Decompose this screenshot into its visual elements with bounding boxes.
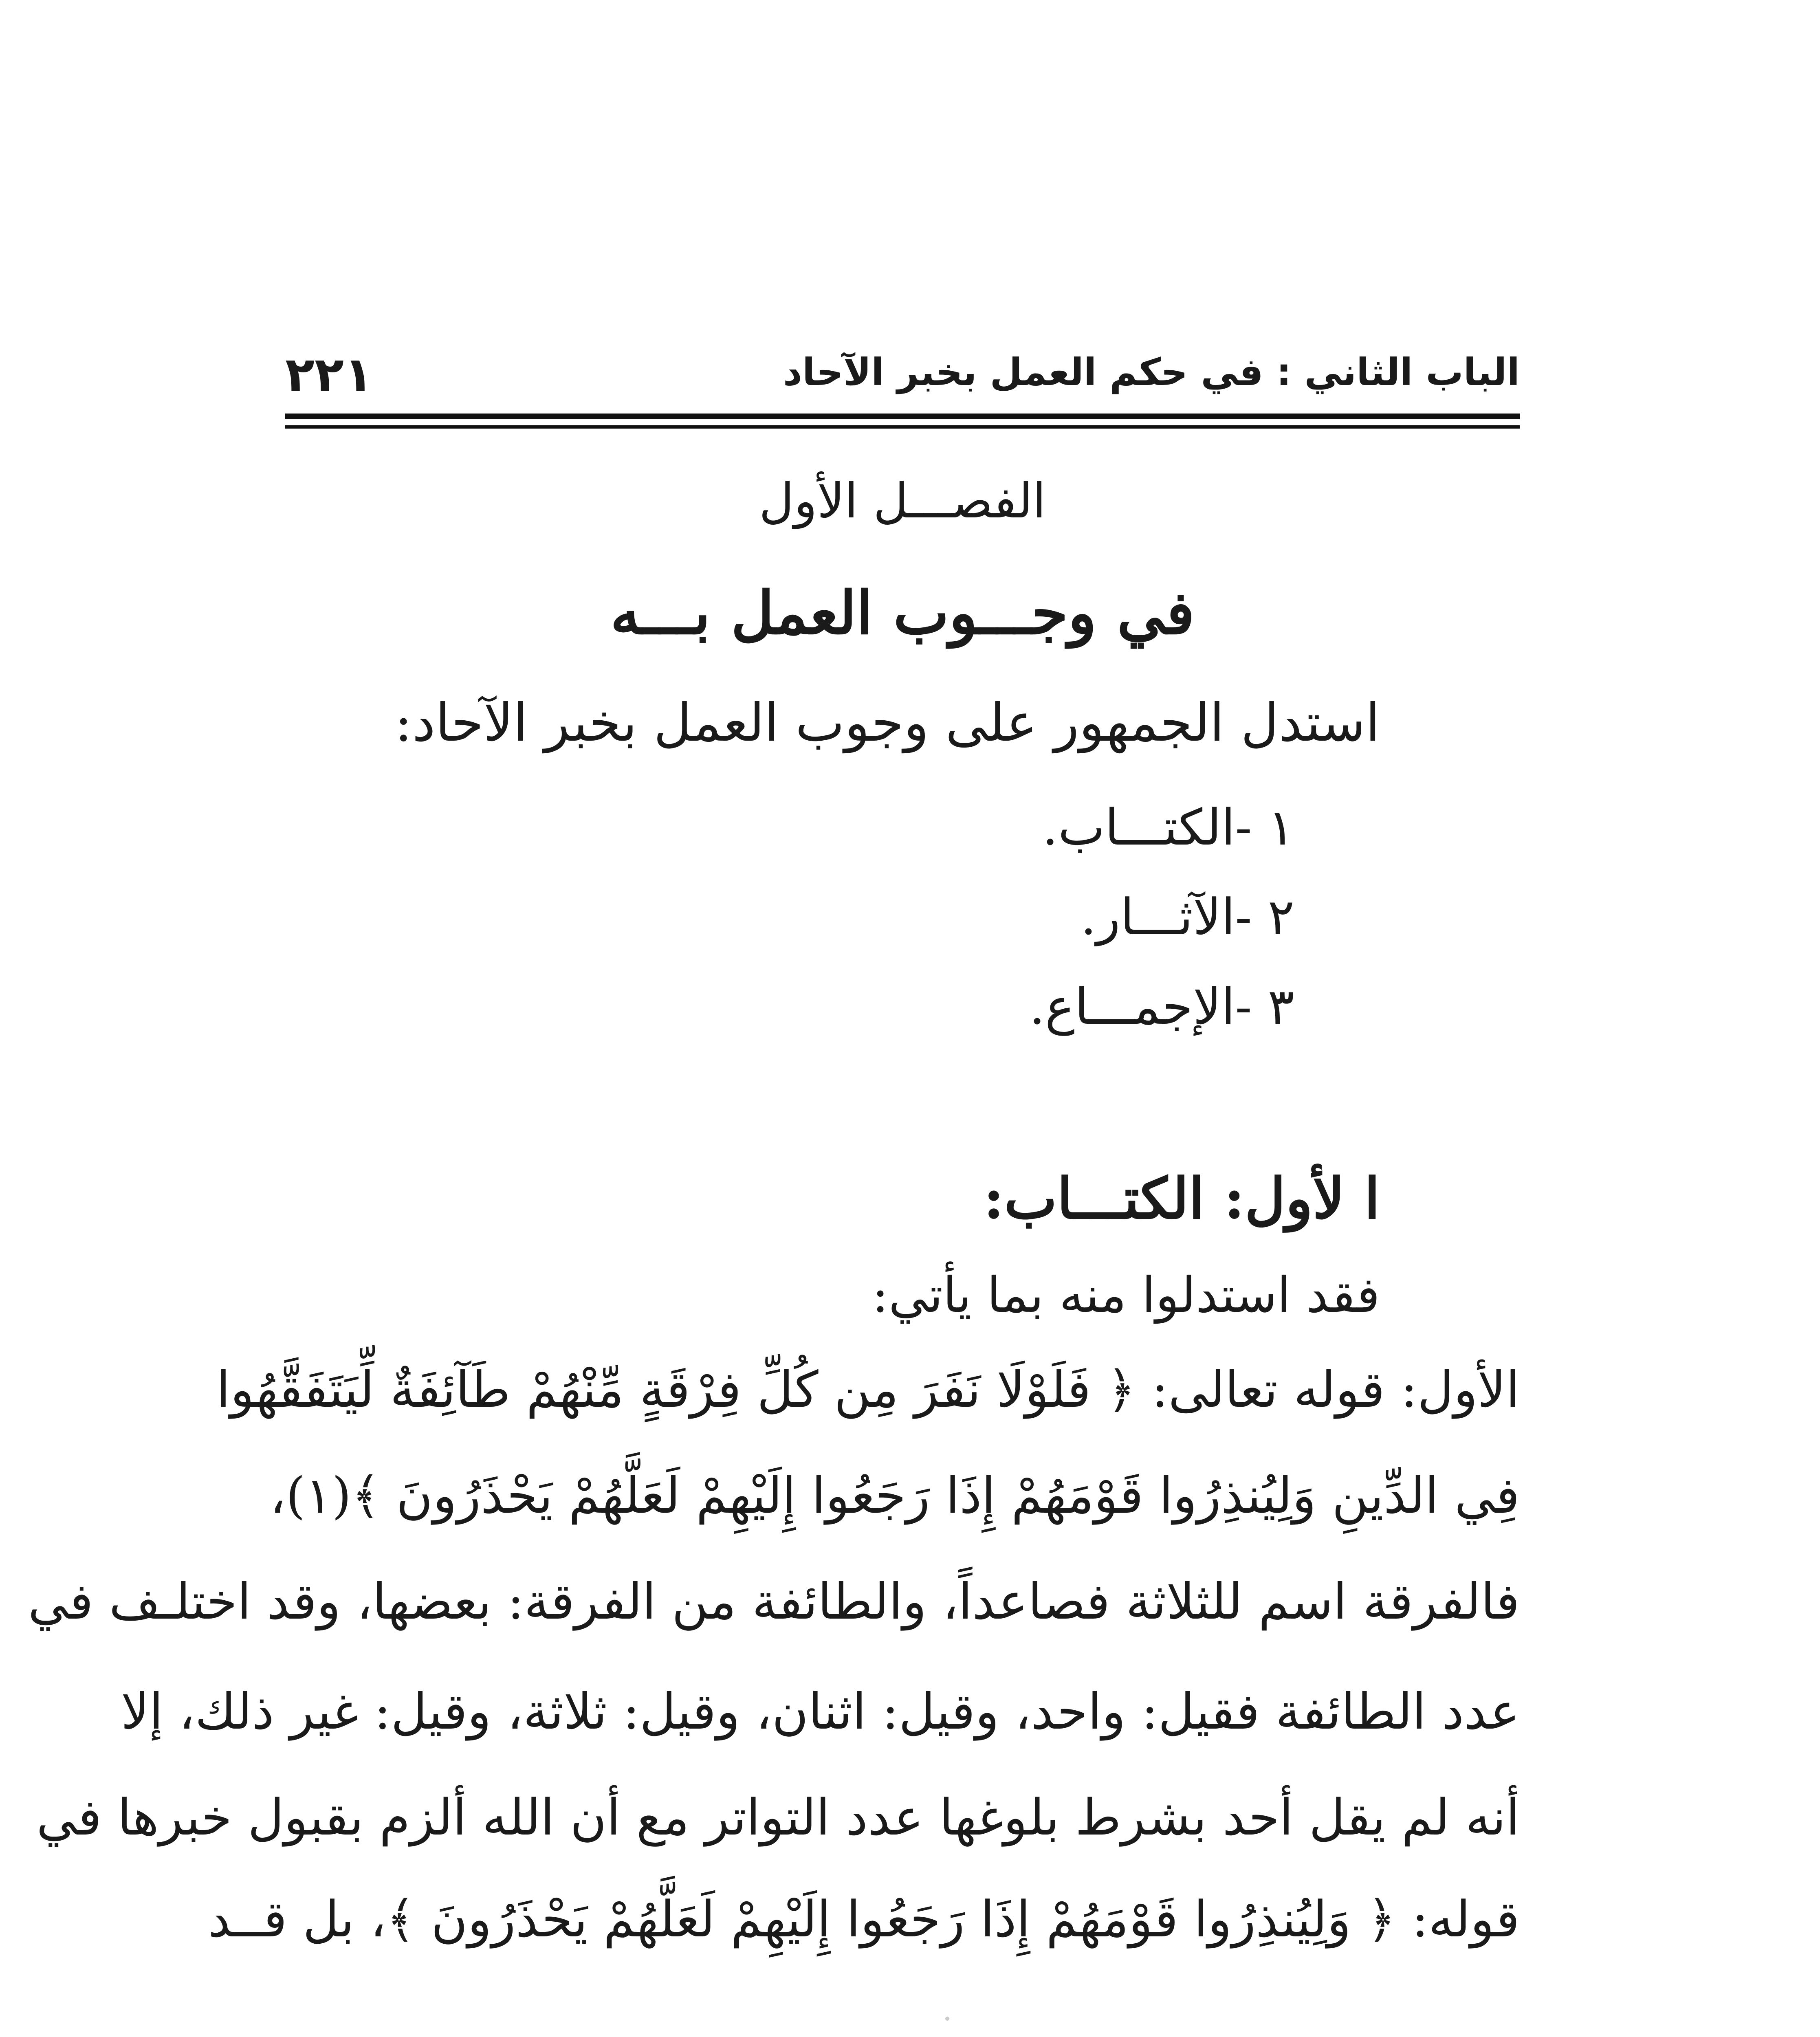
paragraph-line: قوله: ﴿ وَلِيُنذِرُوا قَوْمَهُمْ إِذَا رَجَعُوا إِلَيْهِمْ لَعَلَّهُمْ يَحْذَرُونَ ﴾، بل قــد xyxy=(208,1890,1520,1948)
paragraph-line: عدد الطائفة فقيل: واحد، وقيل: اثنان، وقيل: ثلاثة، وقيل: غير ذلك، إلا xyxy=(121,1683,1520,1740)
header-rule-thin xyxy=(285,425,1520,429)
page-number: ٢٢١ xyxy=(285,346,374,403)
chapter-title: في وجـــوب العمل بـــه xyxy=(610,579,1195,648)
list-item: ٣ -الإجمـــاع. xyxy=(1029,978,1294,1036)
list-item: ١ -الكتـــاب. xyxy=(1042,799,1294,856)
paragraph-line: فالفرقة اسم للثلاثة فصاعداً، والطائفة من الفرقة: بعضها، وقد اختلـف في xyxy=(28,1573,1520,1630)
paragraph-line: أنه لم يقل أحد بشرط بلوغها عدد التواتر مع أن الله ألزم بقبول خبرها في xyxy=(36,1788,1520,1846)
running-title: الباب الثاني : في حكم العمل بخبر الآحاد xyxy=(783,350,1520,394)
scan-speck xyxy=(945,2017,949,2021)
intro-text: استدل الجمهور على وجوب العمل بخبر الآحاد: xyxy=(394,693,1380,753)
section-heading: ا لأول: الكتـــاب: xyxy=(983,1165,1380,1232)
list-item: ٢ -الآثـــار. xyxy=(1080,888,1294,946)
header-rule-thick xyxy=(285,414,1520,419)
paragraph-line: الأول: قوله تعالى: ﴿ فَلَوْلَا نَفَرَ مِن كُلِّ فِرْقَةٍ مِّنْهُمْ طَآئِفَةٌ لِّيَتَفَقَّهُوا xyxy=(216,1361,1520,1419)
chapter-label: الفصـــل الأول xyxy=(759,473,1046,529)
page-header xyxy=(285,334,1520,420)
section-subheading: فقد استدلوا منه بما يأتي: xyxy=(872,1267,1380,1324)
paragraph-line: فِي الدِّينِ وَلِيُنذِرُوا قَوْمَهُمْ إِذَا رَجَعُوا إِلَيْهِمْ لَعَلَّهُمْ يَحْذَرُونَ ﴾(١)، xyxy=(270,1467,1520,1524)
